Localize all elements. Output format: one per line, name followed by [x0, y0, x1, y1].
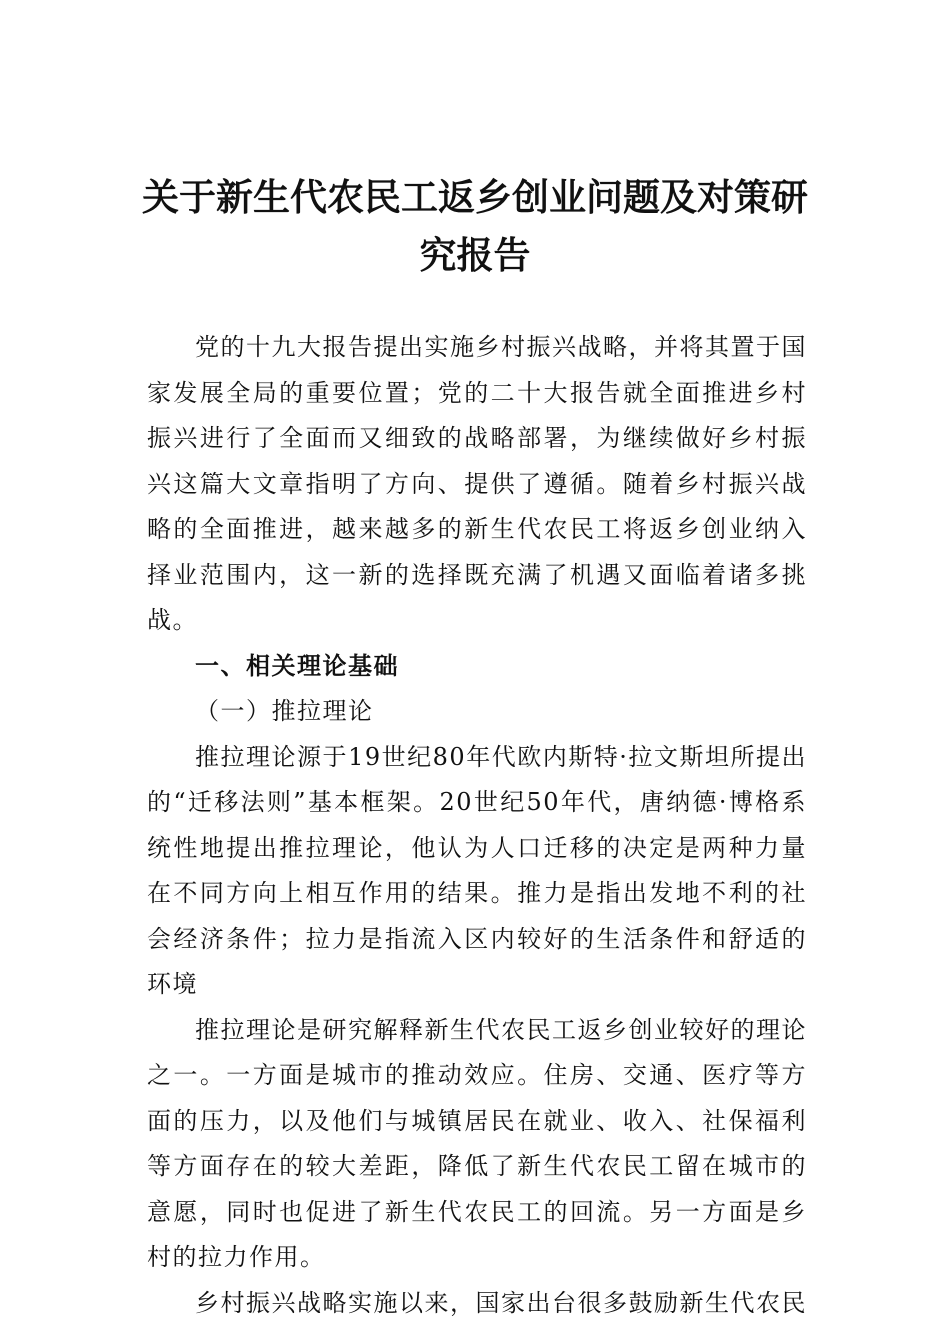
- document-body: [147, 325, 807, 1326]
- section-heading: 一、相关理论基础: [195, 651, 399, 680]
- document-title: 关于新生代农民工返乡创业问题及对策研究报告: [142, 175, 808, 277]
- rural-revitalization-paragraph: 乡村振兴战略实施以来，国家出台很多鼓励新生代农民: [195, 1288, 807, 1317]
- push-pull-application-paragraph: 推拉理论是研究解释新生代农民工返乡创业较好的理论之一。一方面是城市的推动效应。住房、交通、医疗等方面的压力，以及他们与城镇居民在就业、收入、社保福利等方面存在的较大差距，降低了新生代农民工留在城市的意愿，同时也促进了新生代农民工的回流。另一方面是乡村的拉力作用。: [147, 1015, 807, 1271]
- push-pull-origin-paragraph: 推拉理论源于19世纪80年代欧内斯特·拉文斯坦所提出的“迁移法则”基本框架。20世纪50年代，唐纳德·博格系统性地提出推拉理论，他认为人口迁移的决定是两种力量在不同方向上相互作用的结果。推力是指出发地不利的社会经济条件；拉力是指流入区内较好的生活条件和舒适的环境: [147, 742, 807, 998]
- intro-paragraph: 党的十九大报告提出实施乡村振兴战略，并将其置于国家发展全局的重要位置；党的二十大报告就全面推进乡村振兴进行了全面而又细致的战略部署，为继续做好乡村振兴这篇大文章指明了方向、提供了遵循。随着乡村振兴战略的全面推进，越来越多的新生代农民工将返乡创业纳入择业范围内，这一新的选择既充满了机遇又面临着诸多挑战。: [147, 333, 807, 634]
- subsection-heading: （一）推拉理论: [195, 697, 374, 725]
